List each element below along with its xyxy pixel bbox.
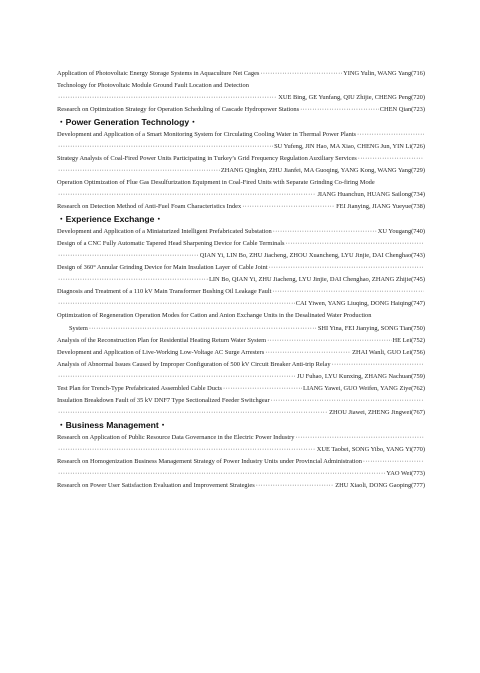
entry-authors: YAO Wei(773)	[386, 469, 425, 477]
toc-entry	[57, 201, 425, 213]
toc-entry	[57, 226, 425, 238]
entry-authors: LIN Bo, QIAN Yi, ZHU Jiacheng, LYU Jinjie, DAI Chenghao, ZHANG Zhijie(745)	[208, 276, 425, 284]
toc-entry-continuation	[57, 165, 425, 177]
entry-title: Application of Photovoltaic Energy Storage Systems in Aquaculture Net Cages	[57, 70, 260, 77]
entry-authors: ZHOU Jiawei, ZHENG Jingwei(767)	[329, 409, 425, 417]
toc-entry	[57, 80, 425, 92]
entry-title: Strategy Analysis of Coal-Fired Power Units Participating in Turkey’s Grid Frequency Regulation Auxiliary Services	[57, 154, 357, 162]
entry-authors: XUE Taobei, SONG Yibo, YANG Yi(770)	[316, 445, 425, 453]
toc-entry-continuation	[57, 298, 425, 310]
dot-leader	[332, 359, 424, 371]
dot-leader	[271, 395, 424, 407]
toc-entry	[57, 456, 425, 468]
toc-entry-continuation	[57, 274, 425, 286]
dot-leader	[267, 335, 391, 347]
entry-title: Optimization of Regeneration Operation Modes for Cation and Anion Exchange Units in the Desalinated Water Production	[57, 312, 372, 320]
dot-leader	[58, 407, 328, 419]
entry-authors: ZHANG Qingbin, ZHU Jianfei, MA Guoqing, YANG Kong, WANG Yang(729)	[220, 167, 425, 175]
toc-entry	[57, 68, 425, 80]
dot-leader	[363, 456, 424, 468]
entry-authors: LIANG Yawei, GUO Weifen, YANG Ziye(762)	[303, 385, 425, 393]
dot-leader	[295, 432, 424, 444]
toc-entry-continuation	[57, 468, 425, 480]
dot-leader	[265, 347, 351, 359]
dot-leader	[58, 371, 296, 383]
toc-entry	[57, 395, 425, 407]
entry-title: Insulation Breakdown Fault of 35 kV DNF7 Type Sectionalized Feeder Switchgear	[57, 397, 270, 405]
entry-title: Research on Power User Satisfaction Evaluation and Improvement Strategies	[57, 482, 255, 490]
entry-authors: FEI Jianying, JIANG Yueyue(738)	[336, 203, 425, 211]
toc-entry	[57, 383, 425, 395]
entry-authors: HE Lei(752)	[392, 336, 425, 344]
entry-title: Design of a CNC Fully Automatic Tapered Head Sharpening Device for Cable Terminals	[57, 239, 285, 247]
toc-entry	[57, 153, 425, 165]
dot-leader	[272, 286, 424, 298]
dot-leader	[58, 250, 199, 262]
entry-title: Analysis of Abnormal Issues Caused by Improper Configuration of 500 kV Circuit Breaker Anti-trip Relay	[57, 360, 331, 368]
entry-authors: JU Fuhao, LYU Kunxing, ZHANG Nachuan(759)	[296, 372, 425, 380]
dot-leader	[269, 262, 424, 274]
entry-authors: ZHU Xiaoli, DONG Gaoping(777)	[335, 482, 425, 490]
dot-leader	[357, 129, 424, 141]
section-heading: ・Power Generation Technology・	[57, 117, 198, 128]
toc-entry	[57, 359, 425, 371]
entry-authors: SU Yufeng, JIN Hao, MA Xiao, CHENG Jun, YIN Li(726)	[274, 142, 425, 150]
dot-leader	[58, 165, 220, 177]
entry-title: Development and Application of Live-Working Low-Voltage AC Surge Arresters	[57, 348, 265, 356]
entry-title: Design of 360° Annular Grinding Device for Main Insulation Layer of Cable Joint	[57, 264, 268, 272]
toc-entry	[57, 347, 425, 359]
entry-title: Research on Optimization Strategy for Operation Scheduling of Cascade Hydropower Stations	[57, 106, 300, 114]
toc-entry	[57, 310, 425, 322]
entry-title: Test Plan for Trench-Type Prefabricated Assembled Cable Ducts	[57, 385, 223, 393]
entry-title: Research on Detection Method of Anti-Fuel Foam Characteristics Index	[57, 203, 242, 211]
entry-authors: JIANG Huanchun, HUANG Sailong(734)	[317, 191, 425, 199]
entry-title: Development and Application of a Miniaturized Intelligent Prefabricated Substation	[57, 227, 272, 235]
dot-leader	[285, 238, 424, 250]
entry-title: Research on Homogenization Business Management Strategy of Power Industry Units under Provincial Administration	[57, 457, 362, 465]
entry-authors: ZHAI Wanli, GUO Lei(756)	[352, 348, 425, 356]
entry-title: Development and Application of a Smart Monitoring System for Circulating Cooling Water in Thermal Power Plants	[57, 130, 357, 138]
table-of-contents	[57, 68, 425, 492]
toc-entry-continuation	[57, 444, 425, 456]
entry-title: Diagnosis and Treatment of a 110 kV Main Transformer Bushing Oil Leakage Fault	[57, 288, 272, 296]
section-heading: ・Business Management・	[57, 420, 168, 431]
dot-leader	[256, 480, 334, 492]
dot-leader	[58, 274, 208, 286]
dot-leader	[242, 201, 335, 213]
toc-entry-continuation	[57, 92, 425, 104]
toc-entry-continuation	[57, 189, 425, 201]
entry-authors: QIAN Yi, LIN Bo, ZHU Jiacheng, ZHOU Xuancheng, LYU Jinjie, DAI Chenghao(743)	[199, 252, 425, 259]
dot-leader	[89, 323, 317, 335]
toc-entry	[57, 104, 425, 116]
toc-entry	[57, 286, 425, 298]
entry-title-continuation: System	[69, 324, 88, 332]
entry-authors: CHEN Qian(723)	[379, 106, 425, 114]
entry-authors: XUE Bing, GE Yunfang, QIU Zhijie, CHENG Peng(720)	[278, 94, 425, 102]
entry-title: Analysis of the Reconstruction Plan for Residential Heating Return Water System	[57, 336, 267, 344]
toc-entry	[57, 238, 425, 250]
dot-leader	[58, 141, 273, 153]
toc-entry	[57, 262, 425, 274]
dot-leader	[58, 298, 295, 310]
dot-leader	[223, 383, 302, 395]
section-heading: ・Experience Exchange・	[57, 214, 164, 225]
entry-authors: XU Yougang(740)	[377, 227, 425, 235]
toc-entry	[57, 177, 425, 189]
toc-entry	[57, 480, 425, 492]
toc-entry-continuation	[57, 141, 425, 153]
toc-entry	[57, 335, 425, 347]
dot-leader	[300, 104, 379, 116]
dot-leader	[58, 468, 385, 480]
toc-entry-continuation	[57, 407, 425, 419]
entry-authors: YING Yulin, WANG Yang(716)	[343, 70, 425, 77]
toc-entry-continuation	[57, 250, 425, 262]
dot-leader	[58, 92, 277, 104]
toc-entry	[57, 129, 425, 141]
toc-entry-continuation	[57, 371, 425, 383]
dot-leader	[58, 189, 316, 201]
dot-leader	[260, 68, 342, 80]
entry-authors: CAI Yiwen, YANG Liuqing, DONG Haiqing(747)	[295, 300, 425, 308]
dot-leader	[358, 153, 424, 165]
entry-authors: SHI Yina, FEI Jianying, SONG Tian(750)	[317, 324, 425, 332]
entry-title: Technology for Photovoltaic Module Ground Fault Location and Detection	[57, 82, 249, 90]
entry-title: Operation Optimization of Flue Gas Desulfurization Equipment in Coal-Fired Units with Separate Grinding Co-firing Mode	[57, 179, 375, 187]
toc-entry	[57, 432, 425, 444]
dot-leader	[273, 226, 377, 238]
toc-entry-continuation	[57, 323, 425, 335]
entry-title: Research on Application of Public Resource Data Governance in the Electric Power Industry	[57, 433, 295, 441]
dot-leader	[58, 444, 316, 456]
